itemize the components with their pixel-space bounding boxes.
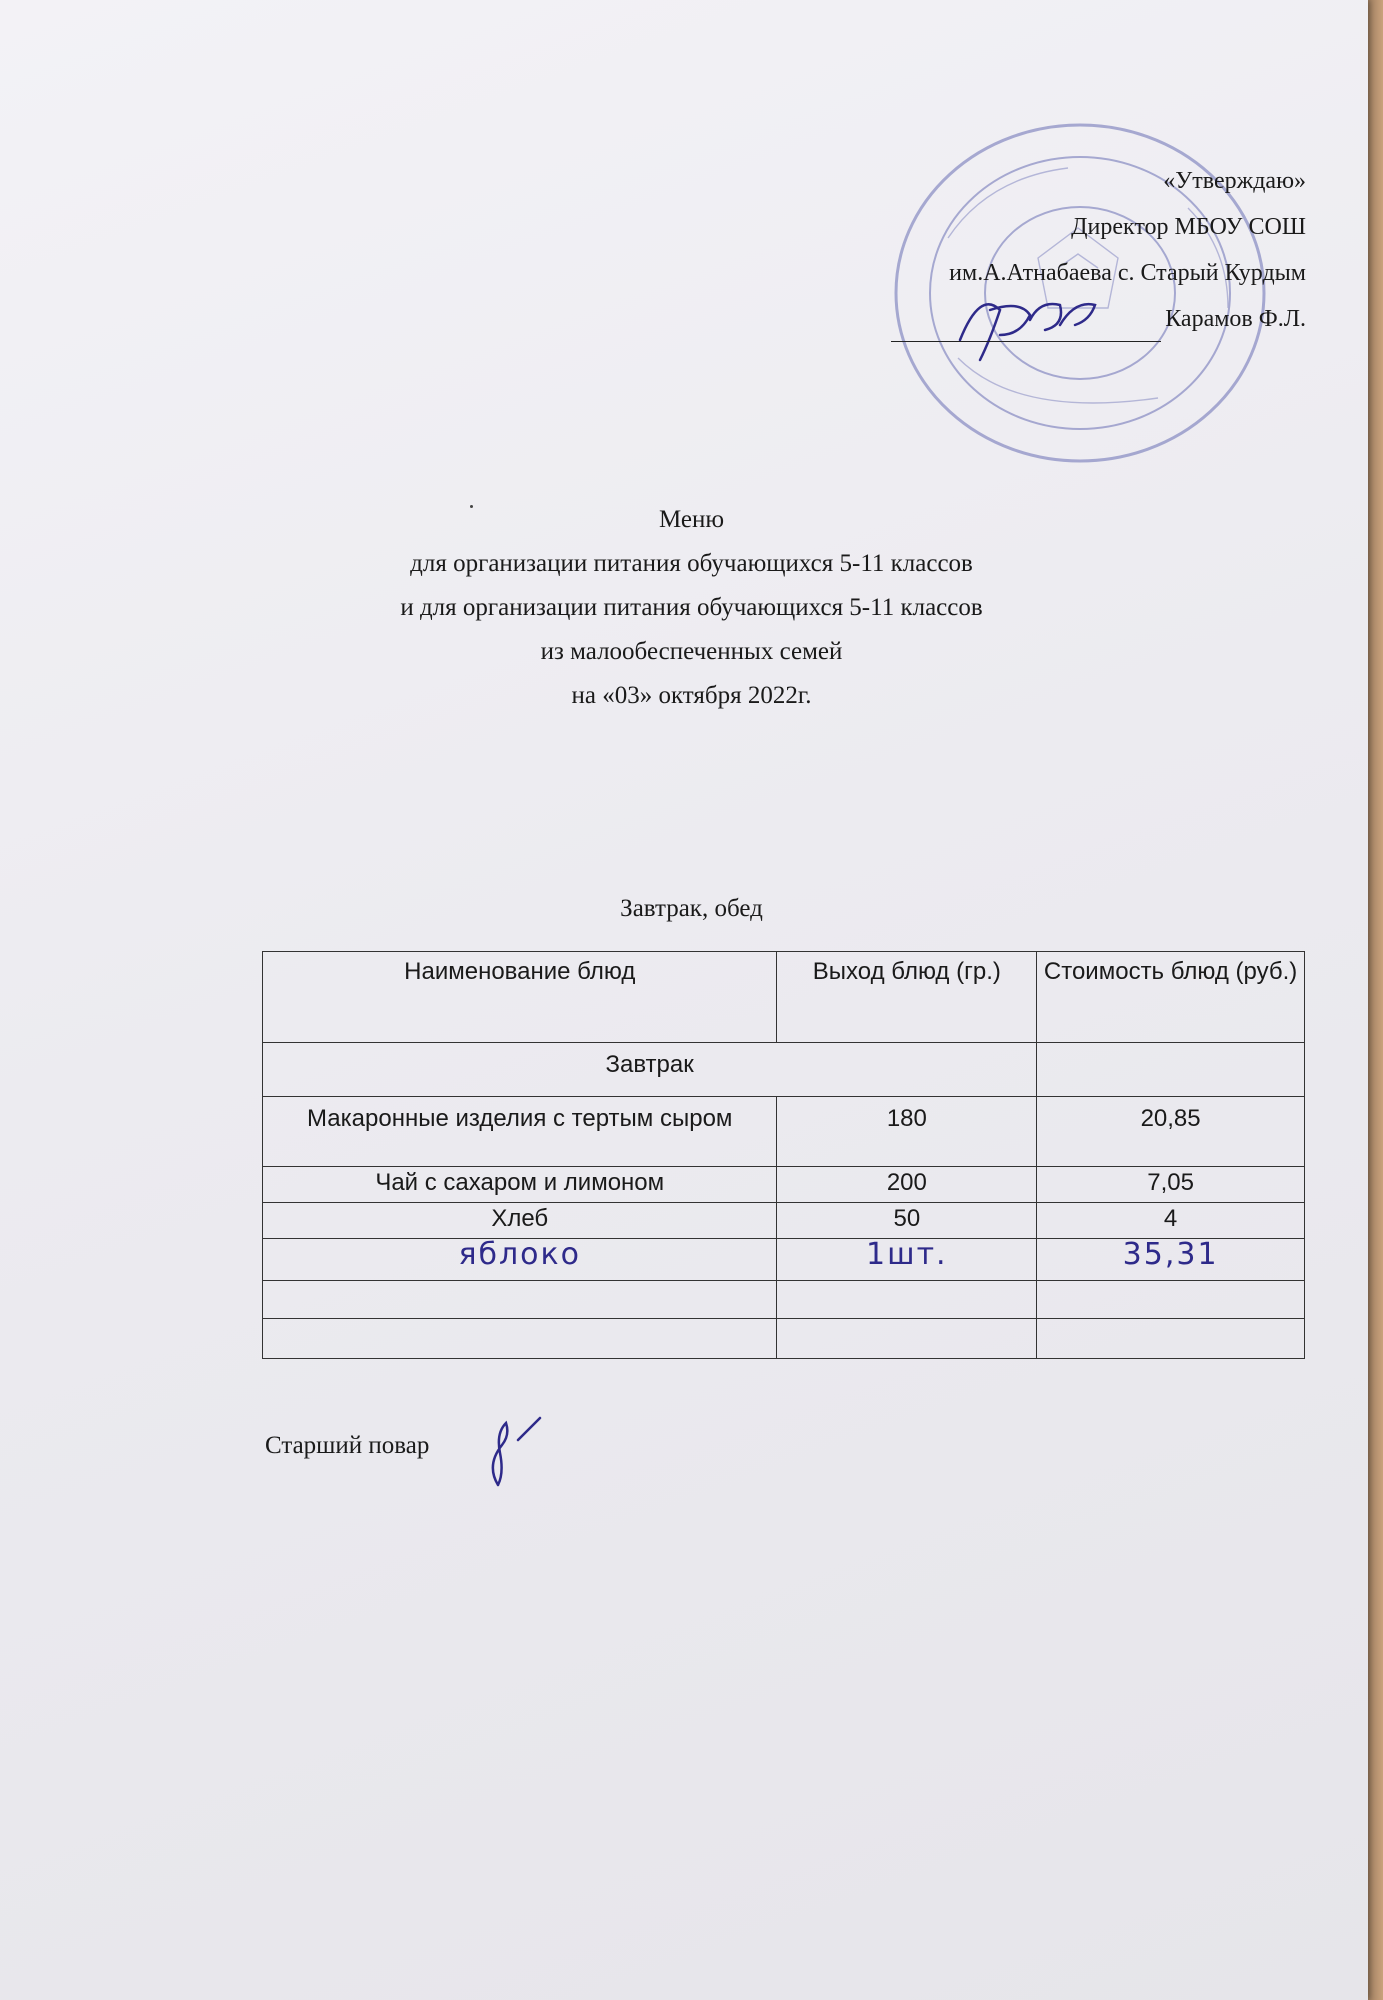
heading-line-3: и для организации питания обучающихся 5-11 классов <box>400 594 983 621</box>
empty-cell <box>263 1319 777 1359</box>
table-row <box>263 1097 1305 1167</box>
empty-cell <box>263 1281 777 1319</box>
dish-price: 4 <box>1037 1203 1305 1239</box>
section-title-text: Завтрак, обед <box>620 895 763 922</box>
dish-name: Чай с сахаром и лимоном <box>263 1167 777 1203</box>
table-row-empty <box>263 1281 1305 1319</box>
signature-line <box>891 311 1161 342</box>
table-row-handwritten <box>263 1239 1305 1281</box>
menu-table <box>262 951 1305 1359</box>
empty-cell <box>1037 1319 1305 1359</box>
group-label: Завтрак <box>263 1043 1037 1097</box>
header-dish-name: Наименование блюд <box>263 952 777 1043</box>
dish-portion-handwritten: 1шт. <box>777 1239 1037 1281</box>
heading-line-4: из малообеспеченных семей <box>540 638 843 665</box>
dish-portion: 180 <box>777 1097 1037 1167</box>
table-row <box>263 1203 1305 1239</box>
dish-name: Хлеб <box>263 1203 777 1239</box>
dish-portion: 200 <box>777 1167 1037 1203</box>
table-group-row <box>263 1043 1305 1097</box>
dish-price: 20,85 <box>1037 1097 1305 1167</box>
group-empty-cell <box>1037 1043 1305 1097</box>
table-row-empty <box>263 1319 1305 1359</box>
director-name: Карамов Ф.Л. <box>1165 306 1306 332</box>
heading-line-1: Меню <box>658 506 725 533</box>
dish-name: Макаронные изделия с тертым сыром <box>263 1097 777 1167</box>
approval-block <box>891 158 1306 342</box>
approval-line-2: Директор МБОУ СОШ <box>1071 214 1306 240</box>
approval-signature-row <box>891 296 1306 342</box>
heading-line-2: для организации питания обучающихся 5-11 классов <box>410 550 973 577</box>
dish-price-handwritten: 35,31 <box>1037 1239 1305 1281</box>
dish-price: 7,05 <box>1037 1167 1305 1203</box>
menu-heading <box>0 498 1383 718</box>
senior-cook-label: Старший повар <box>265 1432 430 1459</box>
empty-cell <box>777 1319 1037 1359</box>
section-title <box>0 895 1383 923</box>
heading-line-5: на «03» октября 2022г. <box>571 682 812 709</box>
header-price: Стоимость блюд (руб.) <box>1037 952 1305 1043</box>
empty-cell <box>1037 1281 1305 1319</box>
dish-portion: 50 <box>777 1203 1037 1239</box>
table-header-row <box>263 952 1305 1043</box>
cook-signature <box>478 1410 558 1490</box>
header-portion: Выход блюд (гр.) <box>777 952 1037 1043</box>
approval-line-3: им.А.Атнабаева с. Старый Курдым <box>949 260 1306 286</box>
dish-name-handwritten: яблоко <box>263 1239 777 1281</box>
approval-line-1: «Утверждаю» <box>1163 168 1306 194</box>
table-row <box>263 1167 1305 1203</box>
empty-cell <box>777 1281 1037 1319</box>
